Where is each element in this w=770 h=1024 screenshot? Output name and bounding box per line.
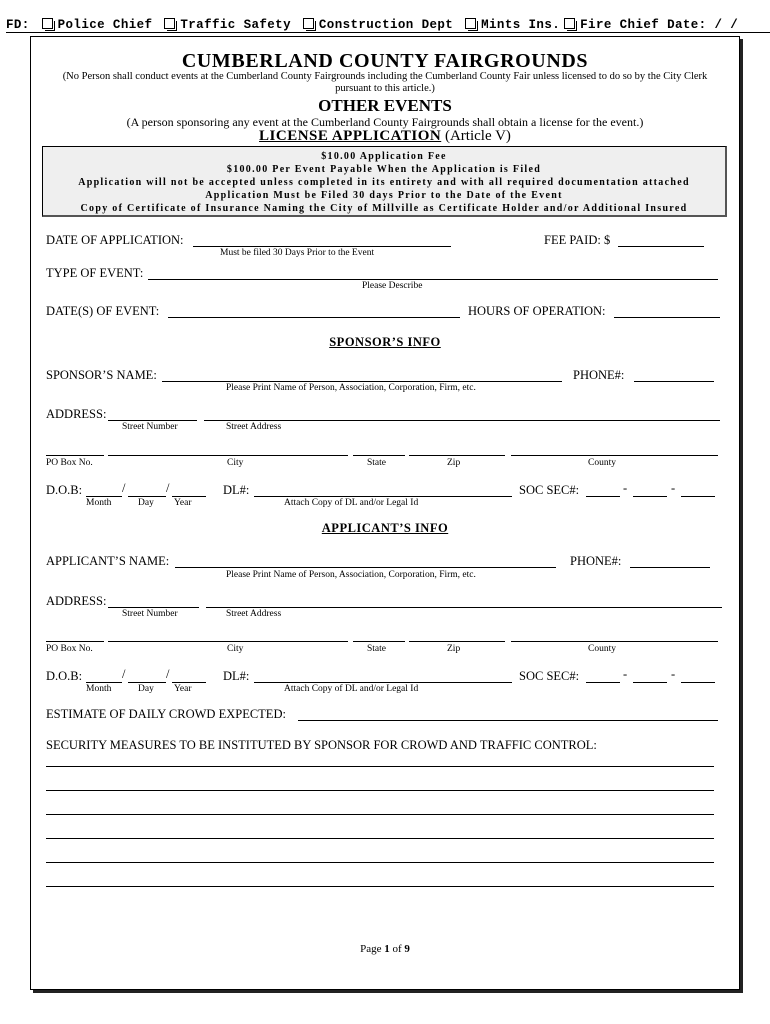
- applicant-ssn-part2-field[interactable]: [633, 682, 667, 683]
- checkbox-icon[interactable]: [465, 18, 476, 29]
- slash: /: [122, 667, 126, 681]
- year-hint: Year: [174, 498, 192, 508]
- applicant-ssn-part3-field[interactable]: [681, 682, 715, 683]
- street-number-hint: Street Number: [122, 609, 178, 619]
- sponsor-zip-field[interactable]: [409, 455, 505, 456]
- routing-option-traffic: Traffic Safety: [180, 18, 291, 32]
- year-hint: Year: [174, 684, 192, 694]
- fee-line: Application will not be accepted unless completed in its entirety and with all required documentation attached: [78, 177, 690, 188]
- month-hint: Month: [86, 684, 112, 694]
- slash: /: [166, 481, 170, 495]
- month-hint: Month: [86, 498, 112, 508]
- sponsor-dob-label: D.O.B:: [46, 483, 83, 497]
- slash: /: [166, 667, 170, 681]
- security-measures-label: SECURITY MEASURES TO BE INSTITUTED BY SPONSOR FOR CROWD AND TRAFFIC CONTROL:: [46, 738, 597, 752]
- sponsor-po-box-field[interactable]: [46, 455, 104, 456]
- type-of-event-field[interactable]: [148, 279, 718, 280]
- page-of-word: of: [389, 943, 405, 955]
- checkbox-icon[interactable]: [164, 18, 175, 29]
- checkbox-icon[interactable]: [303, 18, 314, 29]
- fee-line: $10.00 Application Fee: [321, 151, 447, 162]
- applicant-phone-label: PHONE#:: [570, 554, 622, 568]
- routing-option-construction: Construction Dept: [318, 18, 454, 32]
- checkbox-icon[interactable]: [564, 18, 575, 29]
- applicant-dob-month-field[interactable]: [86, 682, 122, 683]
- applicant-name-field[interactable]: [175, 567, 556, 568]
- routing-date-label: Date: / /: [667, 18, 739, 32]
- sponsor-dob-month-field[interactable]: [86, 496, 122, 497]
- date-of-application-label: DATE OF APPLICATION:: [46, 233, 184, 247]
- crowd-estimate-field[interactable]: [298, 720, 718, 721]
- applicant-state-field[interactable]: [353, 641, 405, 642]
- security-line[interactable]: [46, 838, 714, 839]
- dl-hint: Attach Copy of DL and/or Legal Id: [284, 498, 419, 508]
- po-box-hint: PO Box No.: [46, 458, 93, 468]
- state-hint: State: [367, 458, 386, 468]
- page-current: 1: [384, 943, 390, 955]
- sponsor-name-label: SPONSOR’S NAME:: [46, 368, 157, 382]
- applicant-ssn-part1-field[interactable]: [586, 682, 620, 683]
- sponsor-street-number-field[interactable]: [108, 420, 197, 421]
- sponsor-dob-day-field[interactable]: [128, 496, 166, 497]
- sponsor-ssn-part2-field[interactable]: [633, 496, 667, 497]
- state-hint: State: [367, 644, 386, 654]
- sponsor-info-heading: SPONSOR’S INFO: [329, 335, 441, 349]
- dash: -: [623, 667, 628, 681]
- applicant-name-hint: Please Print Name of Person, Association, Corporation, Firm, etc.: [226, 570, 476, 580]
- sponsor-phone-label: PHONE#:: [573, 368, 625, 382]
- street-number-hint: Street Number: [122, 422, 178, 432]
- applicant-dob-label: D.O.B:: [46, 669, 83, 683]
- city-hint: City: [227, 458, 244, 468]
- applicant-address-label: ADDRESS:: [46, 594, 107, 608]
- street-address-hint: Street Address: [226, 609, 282, 619]
- dash: -: [671, 667, 676, 681]
- sponsor-name-field[interactable]: [162, 381, 562, 382]
- sponsor-state-field[interactable]: [353, 455, 405, 456]
- sponsor-ssn-part1-field[interactable]: [586, 496, 620, 497]
- license-application-label: LICENSE APPLICATION: [259, 128, 442, 144]
- street-address-hint: Street Address: [226, 422, 282, 432]
- sponsor-ssn-part3-field[interactable]: [681, 496, 715, 497]
- page-title: CUMBERLAND COUNTY FAIRGROUNDS: [181, 50, 589, 72]
- applicant-street-address-field[interactable]: [206, 607, 722, 608]
- applicant-county-field[interactable]: [511, 641, 718, 642]
- fee-paid-label: FEE PAID: $: [544, 233, 611, 247]
- type-of-event-hint: Please Describe: [362, 281, 423, 291]
- fee-requirements-box: [42, 146, 727, 217]
- day-hint: Day: [138, 498, 154, 508]
- security-line[interactable]: [46, 886, 714, 887]
- day-hint: Day: [138, 684, 154, 694]
- dash: -: [671, 481, 676, 495]
- routing-divider: [6, 32, 770, 33]
- applicant-street-number-field[interactable]: [108, 607, 199, 608]
- hours-of-operation-label: HOURS OF OPERATION:: [468, 304, 606, 318]
- sponsor-name-hint: Please Print Name of Person, Association, Corporation, Firm, etc.: [226, 383, 476, 393]
- zip-hint: Zip: [447, 644, 461, 654]
- hours-of-operation-field[interactable]: [614, 317, 720, 318]
- sponsor-street-address-field[interactable]: [204, 420, 720, 421]
- dates-of-event-field[interactable]: [168, 317, 460, 318]
- applicant-soc-sec-label: SOC SEC#:: [519, 669, 580, 683]
- routing-option-mints: Mints Ins.: [481, 18, 561, 32]
- sponsor-dl-field[interactable]: [254, 496, 512, 497]
- county-hint: County: [588, 458, 616, 468]
- sponsor-phone-field[interactable]: [634, 381, 714, 382]
- page-word: Page: [360, 943, 385, 955]
- applicant-po-box-field[interactable]: [46, 641, 104, 642]
- crowd-estimate-label: ESTIMATE OF DAILY CROWD EXPECTED:: [46, 707, 286, 721]
- sponsor-city-field[interactable]: [108, 455, 348, 456]
- applicant-city-field[interactable]: [108, 641, 348, 642]
- routing-prefix: FD:: [6, 18, 30, 32]
- section-title-other-events: OTHER EVENTS: [318, 96, 452, 115]
- fee-line: Application Must be Filed 30 days Prior to the Date of the Event: [205, 190, 563, 201]
- fee-line: $100.00 Per Event Payable When the Application is Filed: [226, 164, 542, 175]
- security-line[interactable]: [46, 814, 714, 815]
- checkbox-icon[interactable]: [42, 18, 53, 29]
- sponsor-notice: (A person sponsoring any event at the Cumberland County Fairgrounds shall obtain a license for the event.): [126, 115, 644, 129]
- type-of-event-label: TYPE OF EVENT:: [46, 266, 144, 280]
- fee-paid-field[interactable]: [618, 246, 704, 247]
- date-of-application-hint: Must be filed 30 Days Prior to the Event: [220, 248, 375, 258]
- licensing-notice: (No Person shall conduct events at the Cumberland County Fairgrounds including the Cumberland County Fair unless licensed to do so by the City Clerk pursuant to this article.): [62, 71, 708, 94]
- dates-of-event-label: DATE(S) OF EVENT:: [46, 304, 160, 318]
- security-line[interactable]: [46, 862, 714, 863]
- date-of-application-field[interactable]: [193, 246, 451, 247]
- sponsor-address-label: ADDRESS:: [46, 407, 107, 421]
- applicant-info-heading: APPLICANT’S INFO: [321, 521, 449, 535]
- article-label: (Article V): [441, 128, 511, 144]
- dash: -: [623, 481, 628, 495]
- applicant-dob-day-field[interactable]: [128, 682, 166, 683]
- routing-row: [6, 18, 738, 32]
- sponsor-dob-year-field[interactable]: [172, 496, 206, 497]
- slash: /: [122, 481, 126, 495]
- routing-bar: [0, 0, 770, 36]
- page-total: 9: [404, 943, 410, 955]
- applicant-name-label: APPLICANT’S NAME:: [46, 554, 170, 568]
- applicant-dl-field[interactable]: [254, 682, 512, 683]
- po-box-hint: PO Box No.: [46, 644, 93, 654]
- applicant-dl-label: DL#:: [223, 669, 250, 683]
- sponsor-soc-sec-label: SOC SEC#:: [519, 483, 580, 497]
- dl-hint: Attach Copy of DL and/or Legal Id: [284, 684, 419, 694]
- routing-option-police: Police Chief: [57, 18, 153, 32]
- page-number: [0, 943, 770, 955]
- security-line[interactable]: [46, 790, 714, 791]
- routing-option-fire: Fire Chief: [580, 18, 660, 32]
- city-hint: City: [227, 644, 244, 654]
- zip-hint: Zip: [447, 458, 461, 468]
- applicant-zip-field[interactable]: [409, 641, 505, 642]
- sponsor-county-field[interactable]: [511, 455, 718, 456]
- security-line[interactable]: [46, 766, 714, 767]
- applicant-phone-field[interactable]: [630, 567, 710, 568]
- license-application-title: [0, 128, 770, 145]
- county-hint: County: [588, 644, 616, 654]
- fee-line: Copy of Certificate of Insurance Naming the City of Millville as Certificate Holder and/or Additional Insured: [80, 203, 688, 214]
- sponsor-dl-label: DL#:: [223, 483, 250, 497]
- applicant-dob-year-field[interactable]: [172, 682, 206, 683]
